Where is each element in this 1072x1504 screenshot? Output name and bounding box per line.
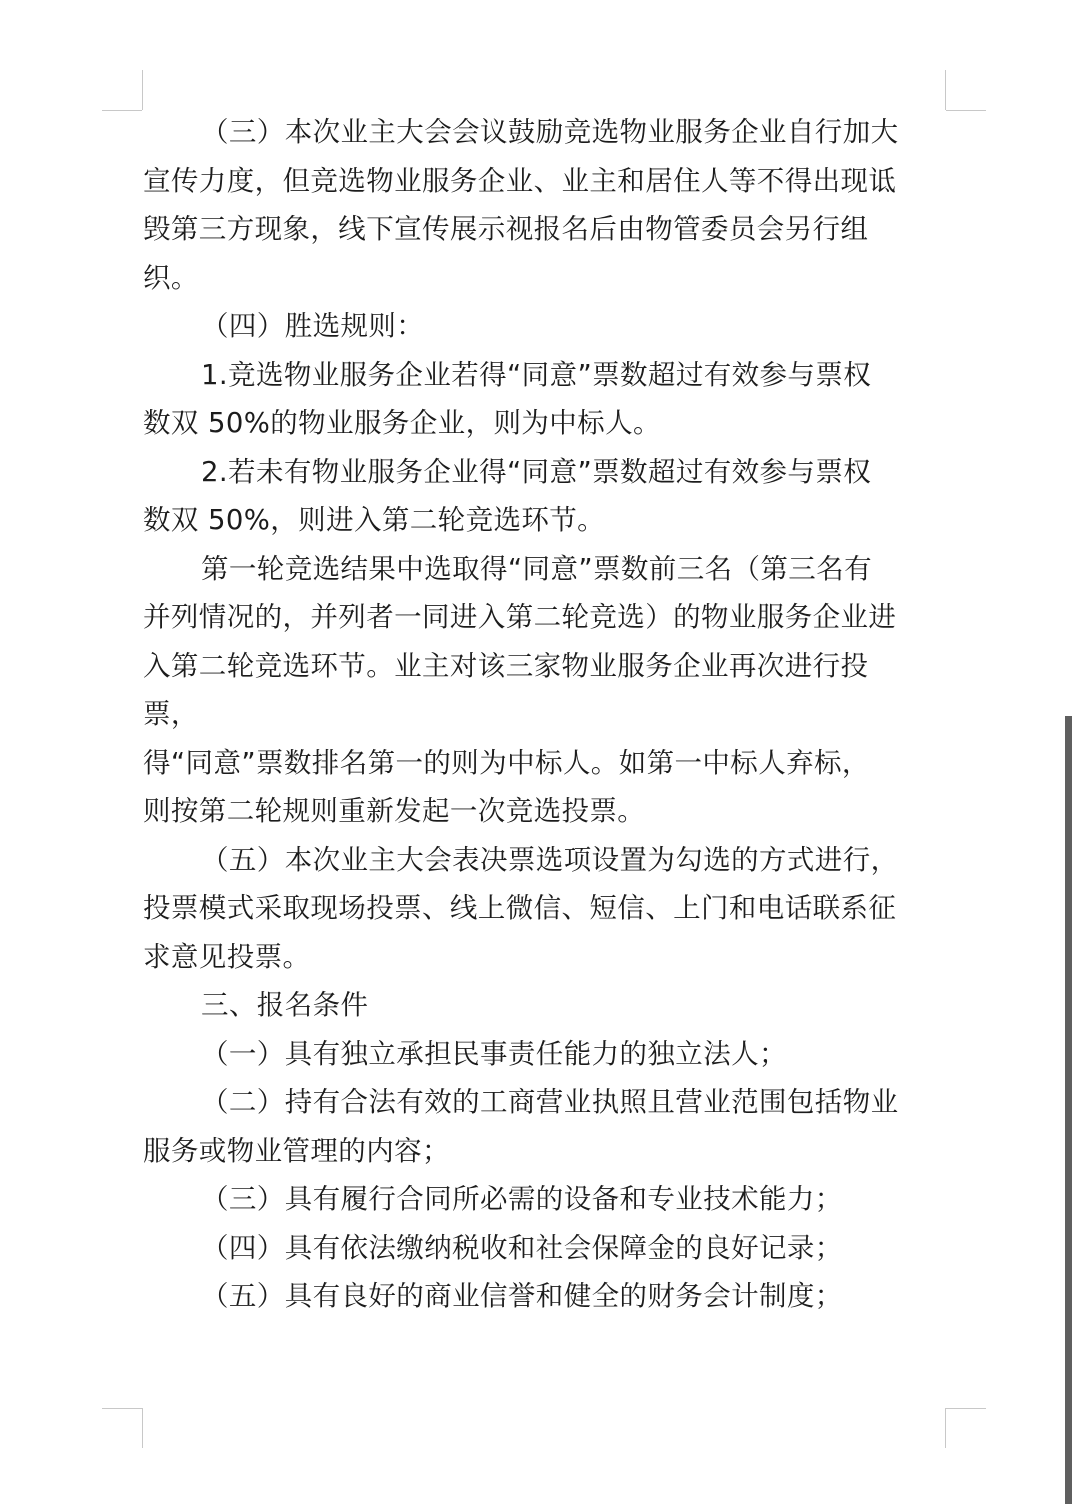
text-line: 则按第二轮规则重新发起一次竞选投票。 bbox=[143, 795, 646, 827]
document-body bbox=[143, 108, 933, 1321]
crop-mark-top-left-vertical bbox=[142, 70, 143, 110]
text-line: 数双 50%的物业服务企业，则为中标人。 bbox=[143, 407, 661, 439]
text-line: 宣传力度，但竞选物业服务企业、业主和居住人等不得出现诋 bbox=[143, 164, 897, 197]
text-line: 并列情况的，并列者一同进入第二轮竞选）的物业服务企业进 bbox=[143, 601, 897, 633]
crop-mark-top-left-horizontal bbox=[102, 110, 142, 111]
text-line: （三）具有履行合同所必需的设备和专业技术能力； bbox=[201, 1183, 843, 1215]
crop-mark-bottom-left-vertical bbox=[142, 1408, 143, 1448]
text-line: （五）本次业主大会表决票选项设置为勾选的方式进行， bbox=[201, 843, 899, 876]
crop-mark-top-right-horizontal bbox=[946, 110, 986, 111]
crop-mark-bottom-right-vertical bbox=[945, 1408, 946, 1448]
text-line: 毁第三方现象，线下宣传展示视报名后由物管委员会另行组 bbox=[143, 213, 869, 245]
text-line: （二）持有合法有效的工商营业执照且营业范围包括物业 bbox=[201, 1086, 899, 1118]
text-line: （一）具有独立承担民事责任能力的独立法人； bbox=[201, 1037, 787, 1070]
text-line: 织。 bbox=[143, 261, 199, 294]
text-line: 入第二轮竞选环节。业主对该三家物业服务企业再次进行投 bbox=[143, 649, 869, 682]
text-line: 2.若未有物业服务企业得“同意”票数超过有效参与票权 bbox=[201, 455, 872, 488]
text-line: 数双 50%，则进入第二轮竞选环节。 bbox=[143, 504, 606, 536]
vertical-scrollbar[interactable] bbox=[1065, 716, 1072, 1504]
text-line: 三、报名条件 bbox=[201, 989, 369, 1021]
text-line: 求意见投票。 bbox=[143, 940, 311, 973]
crop-mark-bottom-right-horizontal bbox=[946, 1408, 986, 1409]
text-line: （五）具有良好的商业信誉和健全的财务会计制度； bbox=[201, 1280, 843, 1312]
text-line: 得“同意”票数排名第一的则为中标人。如第一中标人弃标， bbox=[143, 746, 870, 779]
text-line: 1.竞选物业服务企业若得“同意”票数超过有效参与票权 bbox=[201, 358, 872, 391]
text-line: 第一轮竞选结果中选取得“同意”票数前三名（第三名有 bbox=[201, 552, 872, 585]
crop-mark-bottom-left-horizontal bbox=[102, 1408, 142, 1409]
text-line: （三）本次业主大会会议鼓励竞选物业服务企业自行加大 bbox=[201, 116, 899, 148]
text-line: 投票模式采取现场投票、线上微信、短信、上门和电话联系征 bbox=[143, 892, 897, 924]
text-line: 服务或物业管理的内容； bbox=[143, 1134, 450, 1167]
text-line: 票， bbox=[143, 698, 199, 730]
text-line: （四）胜选规则： bbox=[201, 310, 425, 342]
text-line: （四）具有依法缴纳税收和社会保障金的良好记录； bbox=[201, 1231, 843, 1264]
crop-mark-top-right-vertical bbox=[945, 70, 946, 110]
